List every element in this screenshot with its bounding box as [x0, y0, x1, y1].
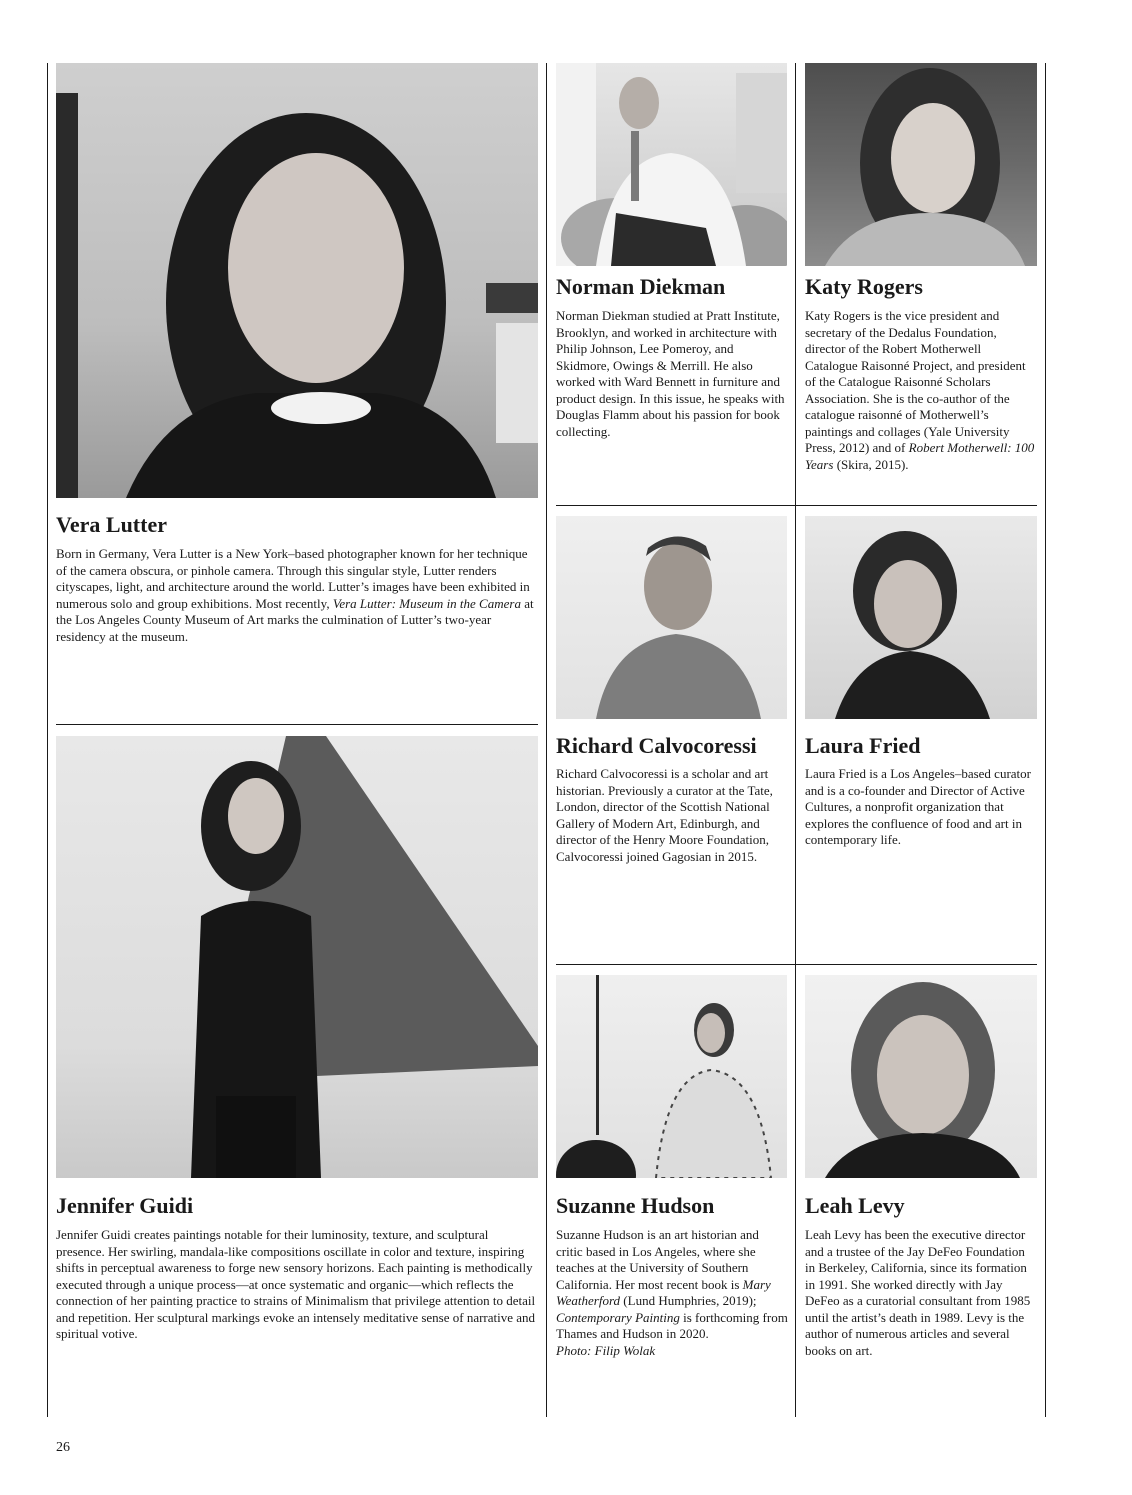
- laura-fried-photo: [805, 516, 1037, 719]
- suzanne-hudson-name: Suzanne Hudson: [556, 1193, 715, 1218]
- separator-right-bottom: [556, 964, 1037, 965]
- laura-fried-bio: Laura Fried is a Los Angeles–based curator and is a co-founder and Director of Active Cultures, a nonprofit organization that explores the confluence of food and art in contemporary life.: [805, 766, 1031, 847]
- norman-diekman-bio: Norman Diekman studied at Pratt Institute, Brooklyn, and worked in architecture with Philip Johnson, Lee Pomeroy, and Skidmore, Owings & Merrill. He also worked with Ward Bennett in furniture and product design. In this issue, he speaks with Douglas Flamm about his passion for book collecting.: [556, 308, 785, 439]
- column-rule-inner: [795, 63, 796, 1417]
- vera-lutter-bio: Born in Germany, Vera Lutter is a New York–based photographer known for her technique of the camera obscura, or pinhole camera. Through this singular style, Lutter renders cityscapes, light, and architecture around the world. Lutter’s images have been exhibited in numerous solo and group exhibitions. Most recently, Vera Lutter: Museum in the Camera at the Los Angeles County Museum of Art marks the culmination of Lutter’s two-year residency at the museum.: [56, 546, 534, 644]
- leah-levy-name: Leah Levy: [805, 1193, 905, 1218]
- column-rule-middle: [546, 63, 547, 1417]
- leah-levy-photo: [805, 975, 1037, 1178]
- column-rule-left: [47, 63, 48, 1417]
- katy-rogers-photo: [805, 63, 1037, 266]
- norman-diekman-photo: [556, 63, 787, 266]
- photo-credit: Photo: Filip Wolak: [556, 1342, 656, 1358]
- richard-calvocoressi-bio: Richard Calvocoressi is a scholar and art historian. Previously a curator at the Tate, London, director of the Scottish National Gallery of Modern Art, Edinburgh, and director of the Henry Moore Foundation, Calvocoressi joined Gagosian in 2015.: [556, 766, 773, 864]
- separator-right-top: [556, 505, 1037, 506]
- richard-calvocoressi-photo: [556, 516, 787, 719]
- leah-levy-bio: Leah Levy has been the executive director and a trustee of the Jay DeFeo Foundation in Berkeley, California, since its formation in 1991. She worked directly with Jay DeFeo as a curatorial consultant from 1985 until the artist’s death in 1989. Levy is the author of numerous articles and several books on art.: [805, 1227, 1031, 1358]
- richard-calvocoressi-name: Richard Calvocoressi: [556, 733, 757, 758]
- page-number: 26: [56, 1440, 70, 1455]
- suzanne-hudson-bio: Suzanne Hudson is an art historian and critic based in Los Angeles, where she teaches at the University of Southern California. Her most recent book is Mary Weatherford (Lund Humphries, 2019); Contemporary Painting is forthcoming from Thames and Hudson in 2020. Photo: Filip Wolak: [556, 1227, 788, 1358]
- vera-lutter-photo: [56, 63, 538, 498]
- katy-rogers-bio: Katy Rogers is the vice president and secretary of the Dedalus Foundation, director of the Robert Motherwell Catalogue Raisonné Project, and president of the Catalogue Raisonné Scholars Association. She is the co-author of the catalogue raisonné of Motherwell’s paintings and collages (Yale University Press, 2012) and of Robert Motherwell: 100 Years (Skira, 2015).: [805, 308, 1035, 472]
- column-rule-right: [1045, 63, 1046, 1417]
- jennifer-guidi-bio: Jennifer Guidi creates paintings notable for their luminosity, texture, and sculptural presence. Her swirling, mandala-like compositions oscillate in color and texture, inspiring shifts in perceptual awareness to forge new sensory horizons. Each painting is methodically executed through a unique process—at once systematic and organic—which reflects the connection of her painting practice to strains of Minimalism that privilege attention to detail and repetition. Her sculptural markings evoke an intensely meditative sense of narrative and spiritual votive.: [56, 1227, 536, 1341]
- suzanne-hudson-photo: [556, 975, 787, 1178]
- separator-left: [56, 724, 538, 725]
- jennifer-guidi-photo: [56, 736, 538, 1178]
- norman-diekman-name: Norman Diekman: [556, 274, 726, 299]
- katy-rogers-name: Katy Rogers: [805, 274, 923, 299]
- laura-fried-name: Laura Fried: [805, 733, 921, 758]
- vera-lutter-name: Vera Lutter: [56, 512, 167, 537]
- jennifer-guidi-name: Jennifer Guidi: [56, 1193, 194, 1218]
